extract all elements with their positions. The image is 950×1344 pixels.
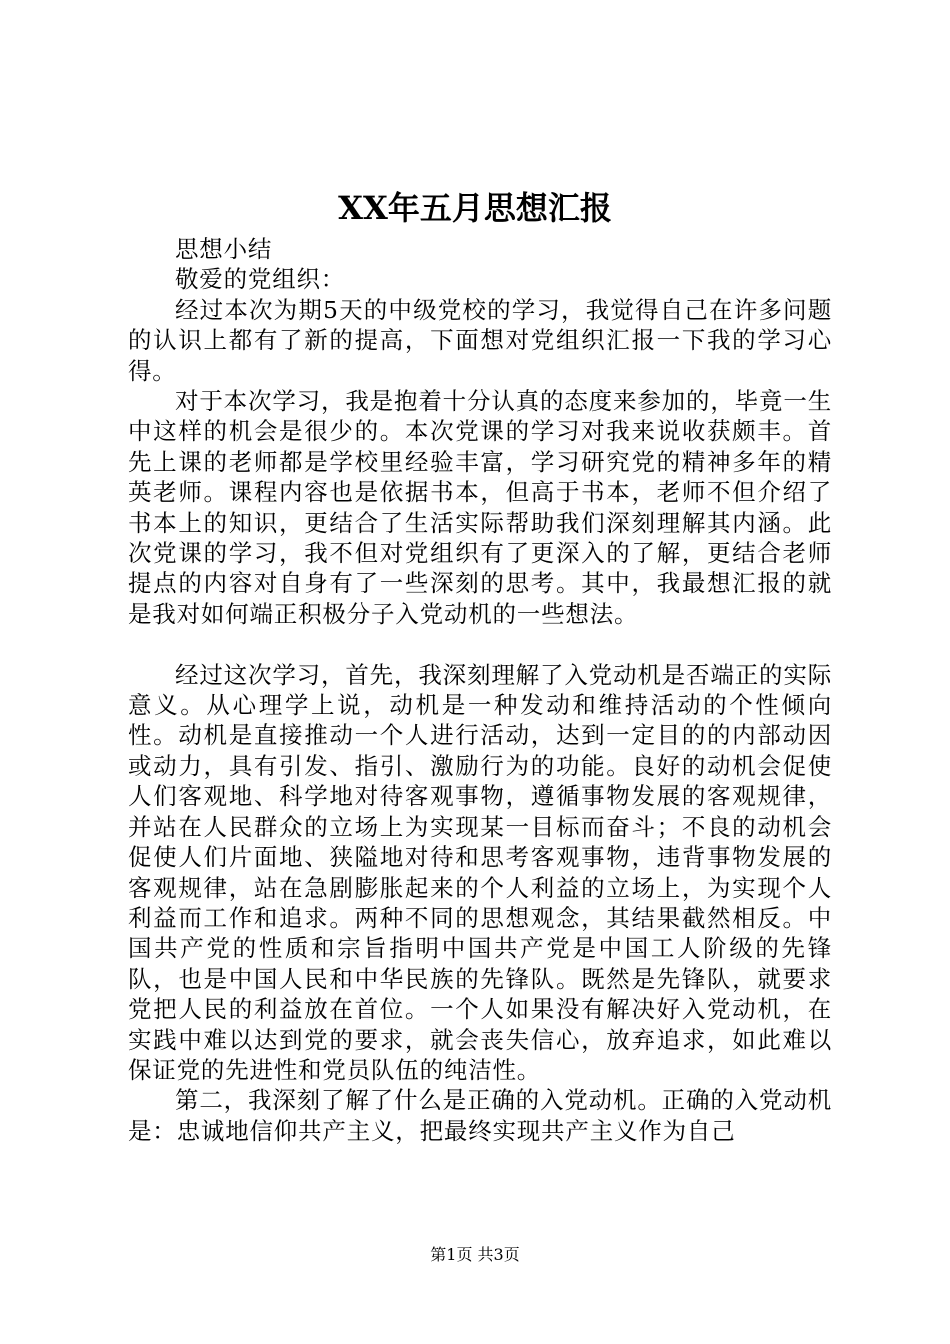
paragraph-salutation: 敬爱的党组织： xyxy=(175,265,346,294)
document-title: XX年五月思想汇报 xyxy=(338,189,612,227)
paragraph-intro: 经过本次为期5天的中级党校的学习，我觉得自己在许多问题的认识上都有了新的提高，下面想对党组织汇报一下我的学习心得。 xyxy=(128,295,832,385)
paragraph-spacer xyxy=(128,629,832,659)
paragraph-study-attitude: 对于本次学习，我是抱着十分认真的态度来参加的，毕竟一生中这样的机会是很少的。本次党课的学习对我来说收获颇丰。首先上课的老师都是学校里经验丰富，学习研究党的精神多年的精英老师。课程内容也是依据书本，但高于书本，老师不但介绍了书本上的知识，更结合了生活实际帮助我们深刻理解其内涵。此次党课的学习，我不但对党组织有了更深入的了解，更结合老师提点的内容对自身有了一些深刻的思考。其中，我最想汇报的就是我对如何端正积极分子入党动机的一些想法。 xyxy=(128,387,832,628)
paragraph-heading: 思想小结 xyxy=(175,235,273,263)
page-number-footer: 第1页 共3页 xyxy=(430,1245,520,1264)
paragraph-correct-motive: 第二，我深刻了解了什么是正确的入党动机。正确的入党动机是：忠诚地信仰共产主义，把最终实现共产主义作为自己 xyxy=(128,1086,832,1145)
document-body xyxy=(128,234,832,1146)
paragraph-motive-meaning: 经过这次学习，首先，我深刻理解了入党动机是否端正的实际意义。从心理学上说，动机是一种发动和维持活动的个性倾向性。动机是直接推动一个人进行活动，达到一定目的的内部动因或动力，具有引发、指引、激励行为的功能。良好的动机会促使人们客观地、科学地对待客观事物，遵循事物发展的客观规律，并站在人民群众的立场上为实现某一目标而奋斗；不良的动机会促使人们片面地、狭隘地对待和思考客观事物，违背事物发展的客观规律，站在急剧膨胀起来的个人利益的立场上，为实现个人利益而工作和追求。两种不同的思想观念，其结果截然相反。中国共产党的性质和宗旨指明中国共产党是中国工人阶级的先锋队，也是中国人民和中华民族的先锋队。既然是先锋队，就要求党把人民的利益放在首位。一个人如果没有解决好入党动机，在实践中难以达到党的要求，就会丧失信心，放弃追求，如此难以保证党的先进性和党员队伍的纯洁性。 xyxy=(128,660,832,1084)
